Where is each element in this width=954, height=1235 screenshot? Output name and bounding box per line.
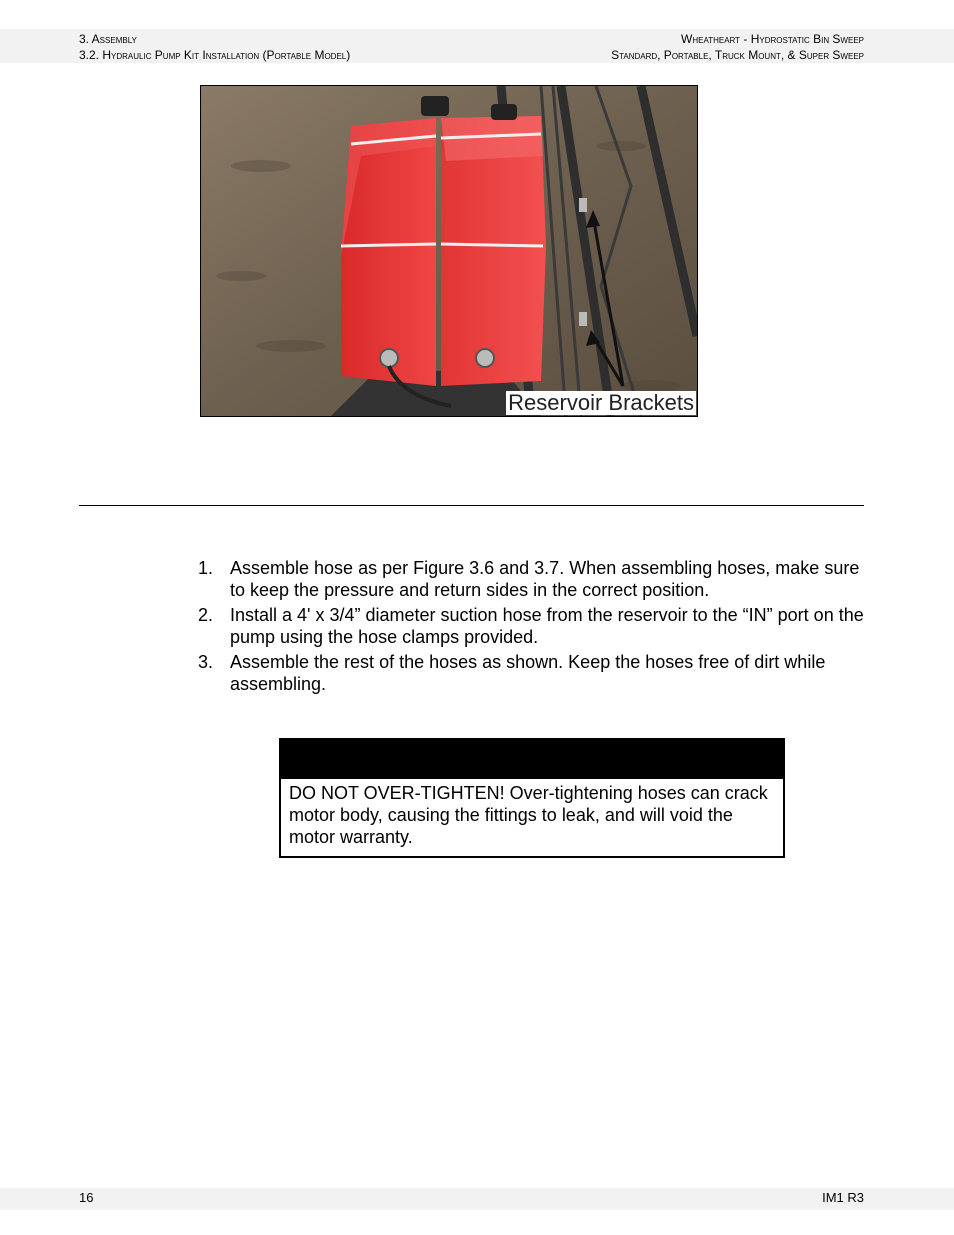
reservoir-photo-illustration: [201, 86, 697, 416]
warning-text: DO NOT OVER-TIGHTEN! Over-tightening hoses can crack motor body, causing the fittings to leak, and will void the motor warranty.: [289, 783, 768, 847]
photo-label: Reservoir Brackets: [508, 390, 694, 415]
list-item: [198, 604, 868, 648]
step-number: 1.: [198, 558, 214, 578]
step-number: 2.: [198, 605, 214, 625]
header-left: [79, 31, 350, 63]
footer-band: [0, 1188, 954, 1210]
document-id: IM1 R3: [822, 1190, 864, 1205]
header-right: [611, 31, 864, 63]
warning-box: [279, 738, 785, 858]
page-number: 16: [79, 1190, 94, 1205]
header-subsection: 3.2. Hydraulic Pump Kit Installation (Portable Model): [79, 48, 351, 62]
section-divider: [79, 505, 864, 506]
step-text: Assemble hose as per Figure 3.6 and 3.7. When assembling hoses, make sure to keep the pressure and return sides in the correct position.: [230, 558, 860, 600]
step-number: 3.: [198, 652, 214, 672]
header-product: Wheatheart - Hydrostatic Bin Sweep: [681, 32, 864, 46]
assembly-steps: [198, 557, 868, 698]
step-text: Assemble the rest of the hoses as shown. Keep the hoses free of dirt while assembling.: [230, 652, 826, 694]
header-section: 3. Assembly: [79, 32, 137, 46]
header-models: Standard, Portable, Truck Mount, & Super Sweep: [611, 48, 864, 62]
warning-header: [281, 740, 783, 779]
list-item: [198, 557, 868, 601]
step-text: Install a 4' x 3/4” diameter suction hose from the reservoir to the “IN” port on the pump using the hose clamps provided.: [230, 605, 864, 647]
reservoir-photo: [200, 85, 698, 417]
list-item: [198, 651, 868, 695]
